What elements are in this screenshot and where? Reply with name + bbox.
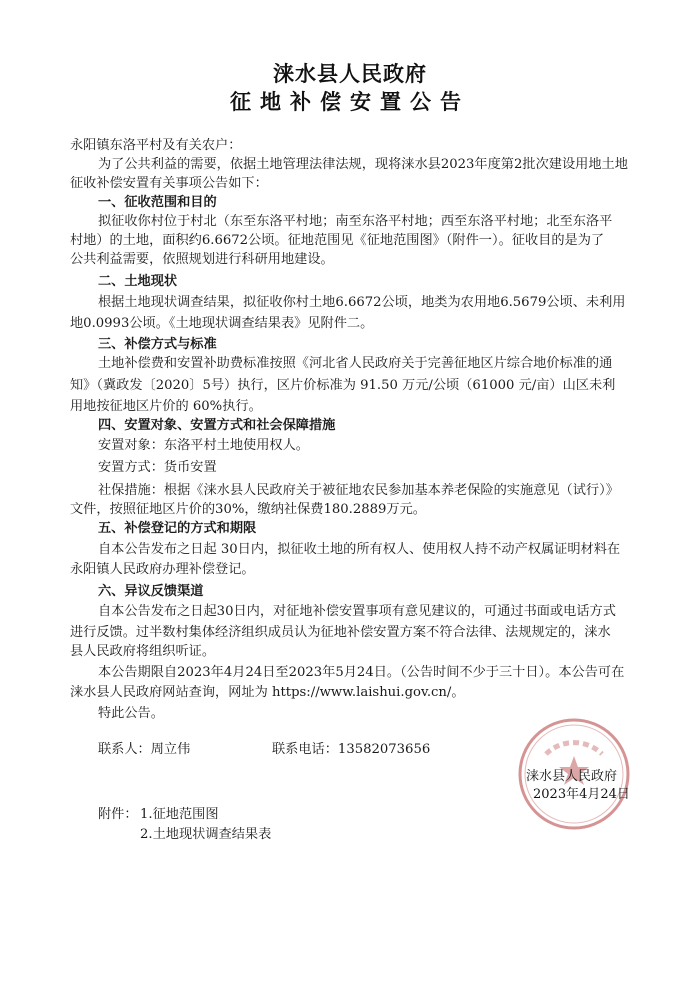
section-line: 地0.0993公顷。《土地现状调查结果表》见附件二。 [70, 316, 374, 331]
section-line: 公共利益需要，依照规划进行科研用地建设。 [70, 252, 334, 267]
section-line: 知》（冀政发〔2020〕5号）执行，区片价标准为 91.50 万元/公顷（61000 元/亩）山区未利 [70, 378, 616, 393]
contact-person: 联系人：周立伟 [98, 742, 191, 757]
section-heading: 一、征收范围和目的 [98, 195, 217, 210]
contact-phone: 联系电话：13582073656 [272, 742, 431, 757]
closing-line: 本公告期限自2023年4月24日至2023年5月24日。（公告时间不少于三十日）。本公告可在 [98, 665, 625, 680]
closing-line: 涞水县人民政府网站查询，网址为 https://www.laishui.gov.cn/。 [70, 685, 465, 700]
section-line: 村地）的土地，面积约6.6672公顷。征地范围见《征地范围图》（附件一）。征收目的是为了 [70, 233, 605, 248]
addressee: 永阳镇东洛平村及有关农户： [70, 138, 242, 153]
section-heading: 四、安置对象、安置方式和社会保障措施 [98, 418, 336, 433]
attachment-item: 1.征地范围图 [140, 807, 219, 822]
section-line: 根据土地现状调查结果，拟征收你村土地6.6672公顷，地类为农用地6.5679公顷、未利用 [98, 295, 626, 310]
intro-line: 征收补偿安置有关事项公告如下： [70, 176, 268, 191]
notice-title: 征地补偿安置公告 [230, 89, 470, 114]
section-line: 安置方式：货币安置 [98, 460, 217, 475]
section-heading: 二、土地现状 [98, 274, 178, 289]
section-heading: 五、补偿登记的方式和期限 [98, 521, 257, 536]
attachment-item: 2.土地现状调查结果表 [140, 827, 272, 842]
signature-date: 2023年4月24日 [533, 787, 630, 802]
section-line: 自本公告发布之日起30日内，对征地补偿安置事项有意见建议的，可通过书面或电话方式 [98, 604, 616, 619]
section-line: 县人民政府将组织听证。 [70, 644, 216, 659]
section-line: 自本公告发布之日起 30日内，拟征收土地的所有权人、使用权人持不动产权属证明材料在 [98, 542, 621, 557]
signature-org: 涞水县人民政府 [526, 769, 618, 784]
intro-line: 为了公共利益的需要，依据土地管理法律法规，现将涞水县2023年度第2批次建设用地土地 [98, 157, 628, 172]
section-line: 永阳镇人民政府办理补偿登记。 [70, 562, 255, 577]
closing-line: 特此公告。 [98, 706, 164, 721]
section-line: 文件，按照征地区片价的30%，缴纳社保费180.2889万元。 [70, 502, 426, 517]
attachments-label: 附件： [98, 807, 138, 822]
section-heading: 三、补偿方式与标准 [98, 337, 217, 352]
section-line: 拟征收你村位于村北（东至东洛平村地；南至东洛平村地；西至东洛平村地；北至东洛平 [98, 214, 613, 229]
section-line: 用地按征地区片价的 60%执行。 [70, 399, 262, 414]
issuer-title: 涞水县人民政府 [273, 61, 427, 86]
section-line: 社保措施：根据《涞水县人民政府关于被征地农民参加基本养老保险的实施意见（试行）》 [98, 483, 619, 498]
section-line: 安置对象：东洛平村土地使用权人。 [98, 438, 309, 453]
section-heading: 六、异议反馈渠道 [98, 584, 204, 599]
section-line: 进行反馈。过半数村集体经济组织成员认为征地补偿安置方案不符合法律、法规规定的，涞水 [70, 625, 611, 640]
section-line: 土地补偿费和安置补助费标准按照《河北省人民政府关于完善征地区片综合地价标准的通 [98, 356, 613, 371]
